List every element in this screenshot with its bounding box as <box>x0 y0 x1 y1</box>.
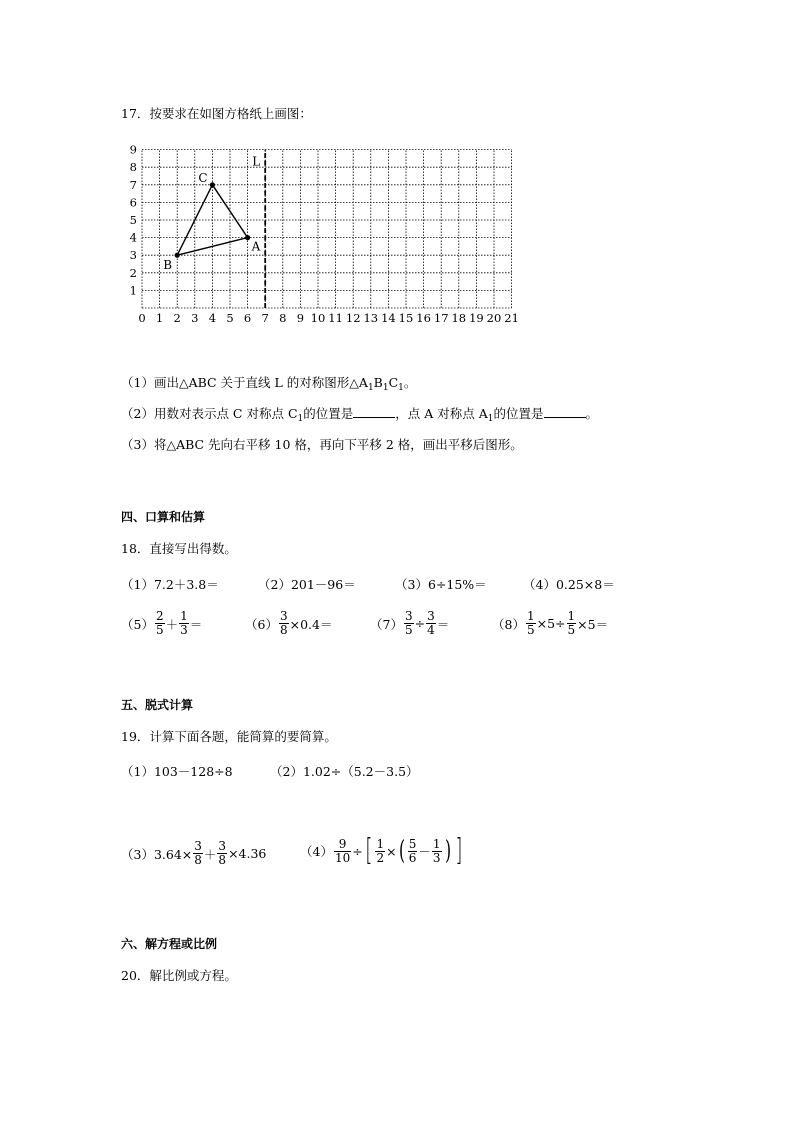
vertex-label-c: C <box>198 170 208 185</box>
q19-title: 19．计算下面各题，能简算的要简算。 <box>121 729 337 744</box>
q18-item2: （2）201－96＝ <box>258 577 356 592</box>
x-tick-label: 18 <box>451 311 467 325</box>
q19-expr2: （2）1.02÷（5.2－3.5） <box>270 764 419 779</box>
y-tick-label: 7 <box>129 177 137 192</box>
y-tick-label: 5 <box>129 213 137 227</box>
q17-part1: （1）画出△ABC 关于直线 L 的对称图形$\triangle A_1B_1C_1$。 <box>121 375 417 393</box>
x-tick-label: 10 <box>310 311 326 325</box>
answer-blank-a1[interactable] <box>544 405 586 418</box>
q19-expr3: （3）3.64× $\frac{3}{8}$ ＋ $\frac{3}{8}$ ×4.36 <box>121 839 267 867</box>
x-tick-label: 6 <box>243 311 252 325</box>
q17-title: 17．按要求在如图方格纸上画图： <box>121 106 312 121</box>
x-tick-label: 14 <box>381 311 396 325</box>
y-tick-label: 3 <box>129 248 137 263</box>
q18-item3: （3）6÷15%＝ <box>395 577 487 592</box>
q18-item5: （5） $\frac{2}{5}$ ＋ $\frac{1}{3}$ ＝ <box>121 609 203 637</box>
q19-expr4: （4） $\frac{9}{10}$ ÷ [ $\frac{1}{2}$ × ( $\frac{5}{6}$ － $\frac{1}{3}$ ) ] <box>300 833 463 868</box>
line-label-l: L <box>252 154 261 169</box>
q18-item1: （1）7.2＋3.8＝ <box>121 577 219 592</box>
x-tick-label: 11 <box>328 311 343 325</box>
x-tick-label: 16 <box>416 311 431 325</box>
section4-heading: 四、口算和估算 <box>121 510 206 524</box>
y-tick-label: 9 <box>129 142 137 157</box>
x-tick-label: 7 <box>261 311 269 325</box>
coordinate-grid <box>120 132 520 332</box>
x-tick-label: 20 <box>486 311 502 325</box>
vertex-a <box>245 235 250 240</box>
vertex-label-a: A <box>251 239 261 254</box>
x-tick-label: 19 <box>469 311 484 325</box>
y-tick-label: 6 <box>129 195 137 210</box>
x-tick-label: 9 <box>296 311 305 325</box>
y-tick-label: 2 <box>129 265 137 280</box>
vertex-b <box>175 253 180 258</box>
x-tick-label: 8 <box>279 311 287 325</box>
q18-item6: （6） $\frac{3}{8}$ ×0.4＝ <box>245 609 333 637</box>
y-tick-label: 1 <box>129 283 137 298</box>
x-tick-label: 17 <box>433 311 449 325</box>
q17-part3: （3）将△ABC 先向右平移 10 格，再向下平移 2 格，画出平移后图形。 <box>121 437 523 452</box>
q19-expr1: （1）103－128÷8 <box>121 764 233 779</box>
y-tick-label: 4 <box>129 230 137 245</box>
q17-part2: （2）用数对表示点 C 对称点 $C_1$的位置是 ，点 A 对称点 $A_1$的位置是 。 <box>121 406 599 424</box>
x-tick-label: 0 <box>138 311 146 325</box>
x-tick-label: 21 <box>504 311 519 325</box>
q18-item7: （7） $\frac{3}{5}$ ÷ $\frac{3}{4}$ ＝ <box>370 609 450 637</box>
y-tick-label: 8 <box>129 160 137 175</box>
x-tick-label: 3 <box>191 311 199 325</box>
section6-heading: 六、解方程或比例 <box>121 937 218 951</box>
x-tick-label: 13 <box>363 311 379 325</box>
x-tick-label: 15 <box>398 311 414 325</box>
section5-heading: 五、脱式计算 <box>121 698 194 712</box>
q18-item4: （4）0.25×8＝ <box>523 577 615 592</box>
x-tick-label: 12 <box>345 311 361 325</box>
vertex-c <box>210 182 215 187</box>
q18-item8: （8） $\frac{1}{5}$ ×5÷ $\frac{1}{5}$ ×5＝ <box>492 609 609 637</box>
q20-title: 20．解比例或方程。 <box>121 968 237 983</box>
x-tick-label: 5 <box>226 311 234 325</box>
q18-title: 18．直接写出得数。 <box>121 541 237 556</box>
x-tick-label: 4 <box>208 311 217 325</box>
x-tick-label: 2 <box>173 311 181 325</box>
x-tick-label: 1 <box>155 311 164 325</box>
vertex-label-b: B <box>163 258 173 273</box>
answer-blank-c1[interactable] <box>353 405 395 418</box>
